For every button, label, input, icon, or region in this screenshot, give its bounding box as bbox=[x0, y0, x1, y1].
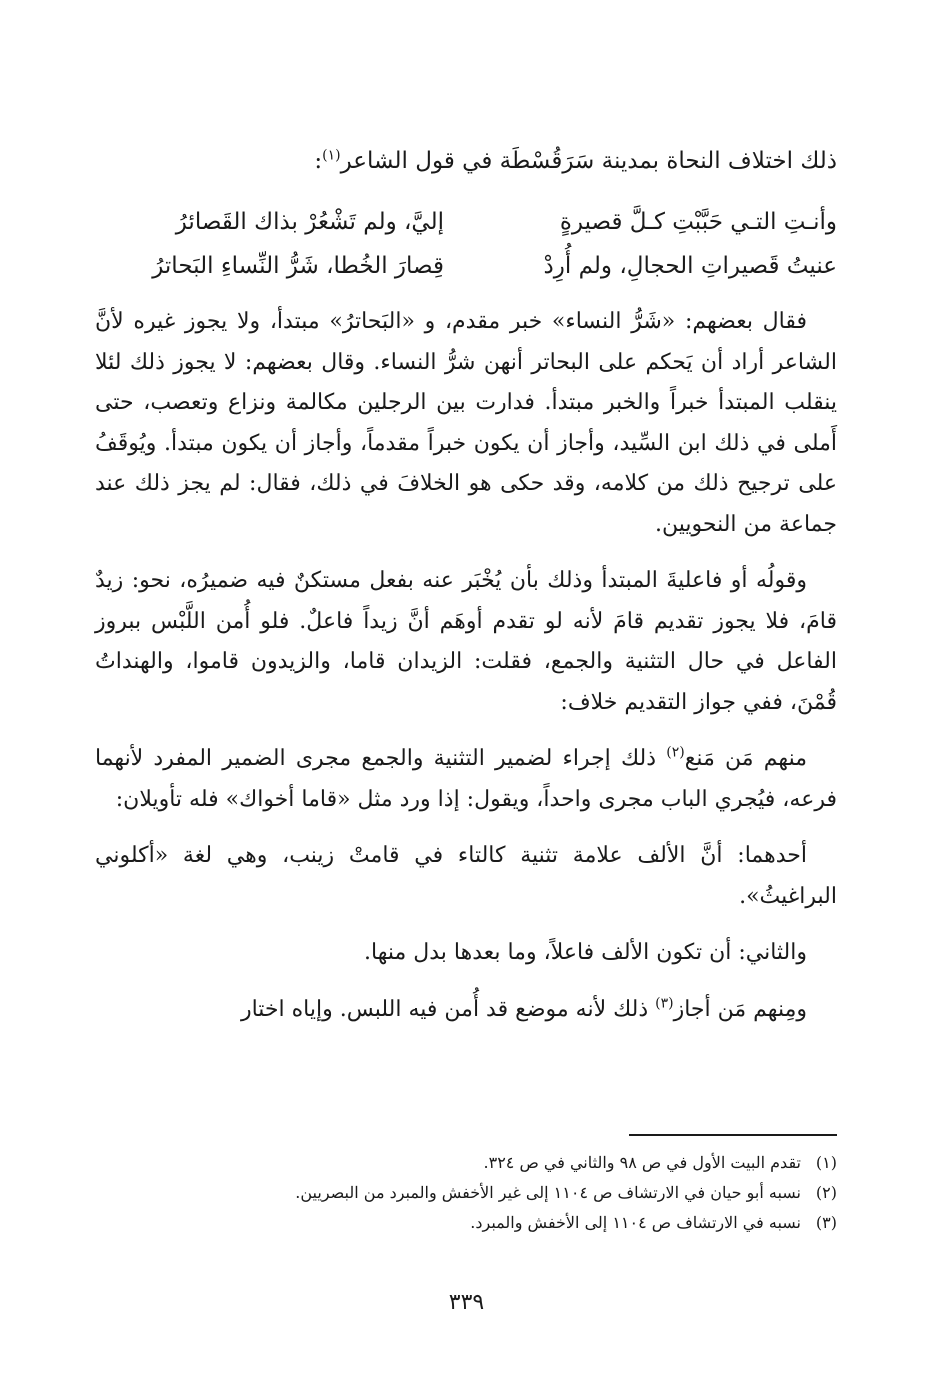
paragraph-1: فقال بعضهم: «شَرُّ النساء» خبر مقدم، و «البَحاترُ» مبتدأ، ولا يجوز غيره لأنَّ الشاعر أراد أن يَحكم على البحاتر أنهن شرُّ النساء. وقال بعضهم: لا يجوز ذلك لئلا ينقلب المبتدأ خبراً والخبر مبتدأ. فدارت بين الرجلين مكالمة ونزاع وتعصب، حتى أَملى في ذلك ابن السِّيد، وأجاز أن يكون خبراً مقدماً، وأجاز أن يكون مبتدأ. ويُوقَفُ على ترجيح ذلك من كلامه، وقد حكى هو الخلافَ في ذلك، فقال: لم يجز ذلك عند جماعة من النحويين. bbox=[95, 309, 837, 537]
paragraph-3 bbox=[95, 739, 837, 820]
footnote-1 bbox=[95, 1148, 837, 1178]
footnote-2-text: نسبه أبو حيان في الارتشاف ص ١١٠٤ إلى غير الأخفش والمبرد من البصريين. bbox=[295, 1183, 801, 1202]
page-body bbox=[95, 140, 837, 1046]
paragraph-6 bbox=[95, 990, 837, 1031]
verse-2-second-hemistich: قِصارَ الخُطا، شَرُّ النِّساءِ البَحاترُ bbox=[152, 253, 444, 279]
poem-verses bbox=[95, 200, 837, 288]
verse-line-1 bbox=[95, 200, 837, 244]
paragraph-3-start: منهم مَن مَنع bbox=[684, 746, 807, 771]
footnotes bbox=[95, 1148, 837, 1238]
verse-1-first-hemistich: وأنـتِ التـي حَبَّبْتِ كـلَّ قصيرةٍ bbox=[559, 209, 837, 235]
page-number: ٣٣٩ bbox=[448, 1290, 485, 1315]
verse-2-first-hemistich: عنيتُ قَصيراتِ الحجالِ، ولم أُرِدْ bbox=[543, 253, 837, 279]
verse-1-second-hemistich: إليَّ، ولم تَشْعُرْ بذاك القَصائرُ bbox=[175, 209, 444, 235]
paragraph-2: وقولُه أو فاعليةَ المبتدأ وذلك بأن يُخْبَر عنه بفعل مستكنٌ فيه ضميرُه، نحو: زيدٌ قامَ، فلا يجوز تقديم قامَ لأنه لو تقدم أوهَم أنَّ زيداً فاعلٌ. فلو أُمن اللَّبْس ببروز الفاعل في حال التثنية والجمع، فقلت: الزيدان قاما، والزيدون قاموا، والهنداتُ قُمْنَ، ففي جواز التقديم خلاف: bbox=[95, 568, 837, 715]
footnote-3-number: (٣) bbox=[815, 1213, 837, 1232]
footnote-3 bbox=[95, 1208, 837, 1238]
footnote-3-text: نسبه في الارتشاف ص ١١٠٤ إلى الأخفش والمبرد. bbox=[470, 1213, 801, 1232]
footnote-2 bbox=[95, 1178, 837, 1208]
footnote-1-text: تقدم البيت الأول في ص ٩٨ والثاني في ص ٣٢٤. bbox=[483, 1153, 801, 1172]
footnote-divider bbox=[629, 1134, 837, 1136]
footnote-2-number: (٢) bbox=[815, 1183, 837, 1202]
paragraph-3-rest: ذلك إجراء لضمير التثنية والجمع مجرى الضمير المفرد لأنهما فرعه، فيُجري الباب مجرى واحداً، ويقول: إذا ورد مثل «قاما أخواك» فله تأويلان: bbox=[95, 746, 837, 812]
footnote-ref-1[interactable]: (١) bbox=[322, 147, 341, 164]
intro-colon: : bbox=[314, 148, 323, 174]
footnote-ref-3[interactable]: (٣) bbox=[655, 995, 674, 1012]
paragraph-6-rest: ذلك لأنه موضع قد أُمن فيه اللبس. وإياه اختار bbox=[240, 996, 656, 1022]
paragraph-5: والثاني: أن تكون الألف فاعلاً، وما بعدها بدل منها. bbox=[364, 940, 807, 965]
footnote-1-number: (١) bbox=[815, 1153, 837, 1172]
intro-line bbox=[95, 140, 837, 182]
intro-text: ذلك اختلاف النحاة بمدينة سَرَقُسْطَة في قول الشاعر bbox=[340, 148, 837, 174]
paragraph-6-start: ومِنهم مَن أجاز bbox=[673, 996, 807, 1022]
verse-line-2 bbox=[95, 244, 837, 288]
paragraph-4: أحدهما: أنَّ الألف علامة تثنية كالتاء في قامتْ زينب، وهي لغة «أكلوني البراغيثُ». bbox=[95, 843, 837, 909]
footnote-ref-2[interactable]: (٢) bbox=[666, 744, 685, 761]
